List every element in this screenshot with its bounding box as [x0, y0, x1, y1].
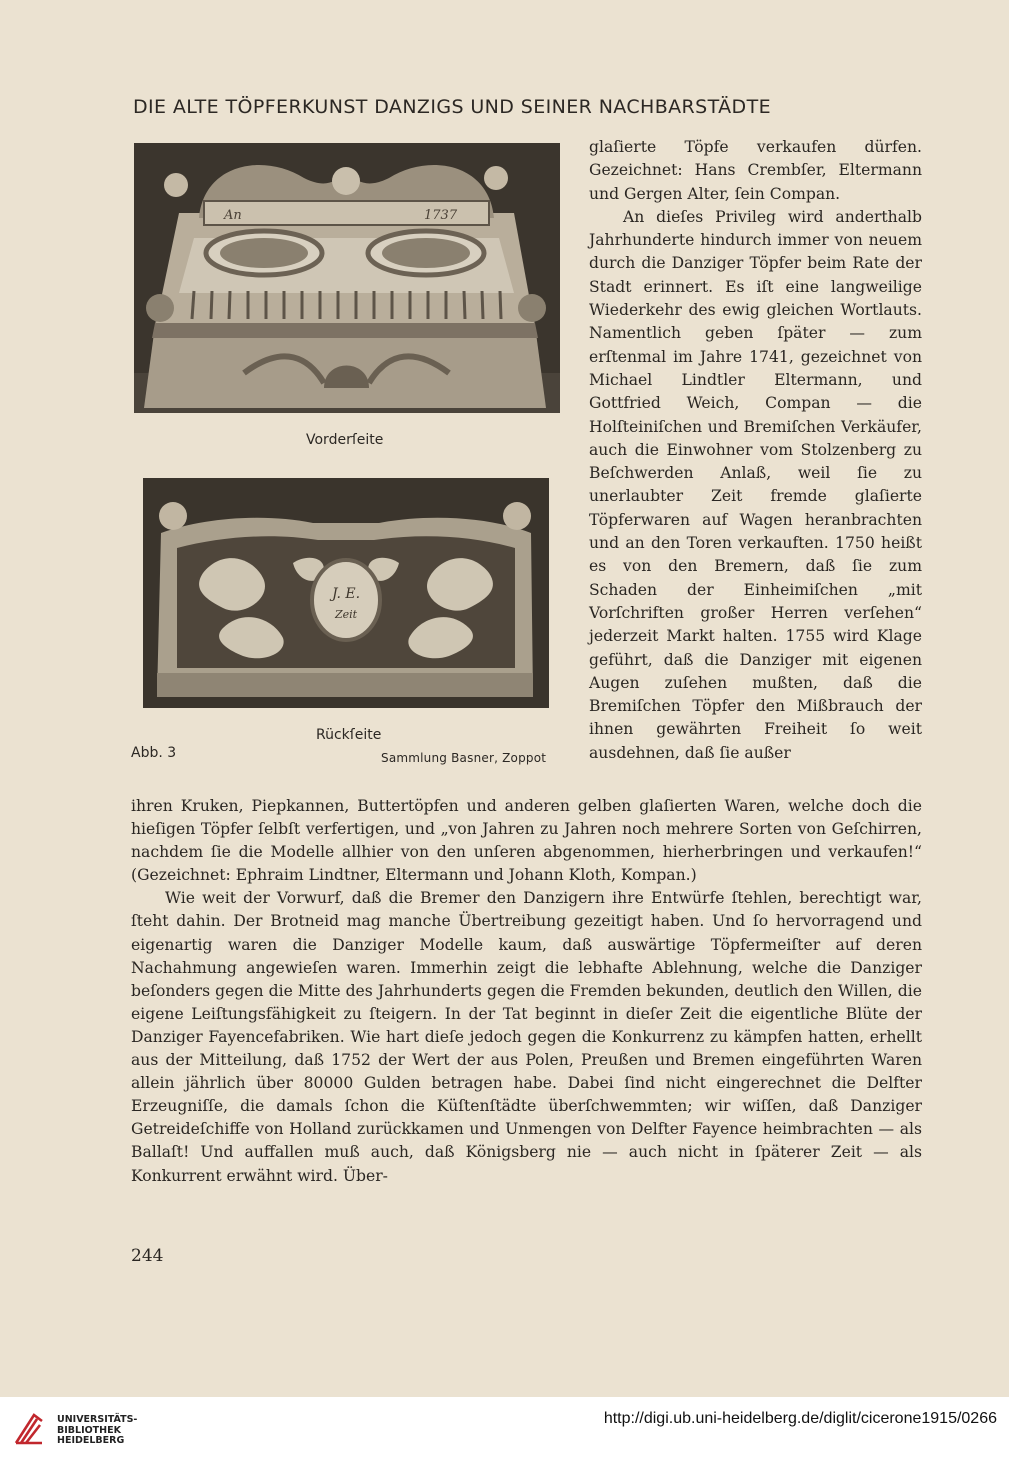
caption-back: Rückſeite	[316, 727, 382, 743]
running-title: DIE ALTE TÖPFERKUNST DANZIGS UND SEINER NACHBARSTÄDTE	[133, 96, 771, 118]
inscription-left: An	[224, 208, 242, 223]
paragraph: ihren Kruken, Piepkannen, Buttertöpfen und anderen gelben glaſierten Waren, welche doch die hieſigen Töpfer ſelbſt verfertigen, und „von Jahren zu Jahren noch mehrere Sorten von Geſchirren, nachdem ſie die Modelle allhier von den unſeren abgenommen, hierherbringen und verkaufen!“ (Gezeichnet: Ephraim Lindtner, Eltermann und Johann Kloth, Kompan.)	[131, 797, 922, 885]
source-url-link[interactable]: http://digi.ub.uni-heidelberg.de/diglit/cicerone1915/0266	[603, 1410, 997, 1427]
paragraph: An dieſes Privileg wird anderthalb Jahrhunderte hindurch immer von neuem durch die Danziger Töpfer beim Rate der Stadt erinnert. Es iſt eine langweilige Wiederkehr des ewig gleichen Wortlauts. Namentlich geben ſpäter — zum erſtenmal im Jahre 1741, gezeichnet von Michael Lindtler Eltermann, und Gottfried Weich, Compan — die Holſteiniſchen und Bremiſchen Verkäufer, auch die Einwohner vom Stolzenberg zu Beſchwerden Anlaß, weil ſie zu unerlaubter Zeit fremde glaſierte Töpferwaren auf Wagen heranbrachten und an den Toren verkauften. 1750 heißt es von den Bremern, daß ſie zum Schaden der Einheimiſchen „mit Vorſchriften großer Herren verſehen“ jederzeit Markt halten. 1755 wird Klage geführt, daß die Danziger mit eigenen Augen zuſehen mußten, daß die Bremiſchen Töpfer den Mißbrauch der ihnen gewährten Freiheit ſo weit ausdehnen, daß ſie außer	[589, 207, 922, 762]
figure-credit: Sammlung Basner, Zoppot	[381, 751, 547, 765]
paragraph: Wie weit der Vorwurf, daß die Bremer den Danzigern ihre Entwürfe ſtehlen, berechtigt war, ſteht dahin. Der Brotneid mag manche Übertreibung gezeitigt haben. Und ſo hervorragend und eigenartig waren die Danziger Modelle kaum, daß auswärtige Töpfermeiſter auf deren Nachahmung angewieſen waren. Immerhin zeigt die lebhafte Ablehnung, welche die Danziger beſonders gegen die Mitte des Jahrhunderts gegen die Fremden bekunden, deutlich den Willen, die eigene Leiſtungsfähigkeit zu ſteigern. In der Tat beginnt in dieſer Zeit die eigentliche Blüte der Danziger Fayencefabriken. Wie hart dieſe jedoch gegen die Konkurrenz zu kämpfen hatten, erhellt aus der Mitteilung, daß 1752 der Wert der aus Polen, Preußen und Bremen eingeführten Waren allein jährlich über 80000 Gulden betragen habe. Dabei ſind nicht eingerechnet die Delfter Erzeugniſſe, die damals ſchon die Küſtenſtädte überſchwemmten; wir wiſſen, daß Danziger Getreideſchiffe von Holland zurückkamen und Unmengen von Delfter Fayence heimbrachten — als Ballaſt! Und auffallen muß auch, daß Königsberg nie — auch nicht in ſpäterer Zeit — als Konkurrent erwähnt wird. Über-	[131, 889, 922, 1185]
footer-bar	[0, 1397, 1009, 1469]
figure-label: Abb. 3	[131, 745, 177, 761]
inscription-right: 1737	[424, 208, 458, 223]
inkstand-back-image	[143, 478, 549, 708]
back-word: Zeit	[334, 608, 358, 621]
library-name	[57, 1415, 137, 1447]
page-number: 244	[131, 1246, 164, 1266]
paragraph: glaſierte Töpfe verkaufen dürfen. Gezeichnet: Hans Crembſer, Eltermann und Gergen Alter, ſein Compan.	[589, 138, 922, 203]
back-monogram: J. E.	[331, 586, 361, 602]
library-name-line: UNIVERSITÄTS-	[57, 1414, 138, 1425]
right-column-text	[589, 136, 922, 765]
library-name-line: BIBLIOTHEK	[57, 1424, 121, 1436]
library-logo-icon	[12, 1407, 46, 1447]
caption-front: Vorderſeite	[306, 432, 384, 448]
library-name-line: HEIDELBERG	[57, 1435, 125, 1446]
full-width-text	[131, 795, 922, 1188]
inkstand-front-photo	[134, 143, 560, 413]
inkstand-front-image	[134, 143, 560, 413]
inkstand-back-photo	[143, 478, 549, 708]
